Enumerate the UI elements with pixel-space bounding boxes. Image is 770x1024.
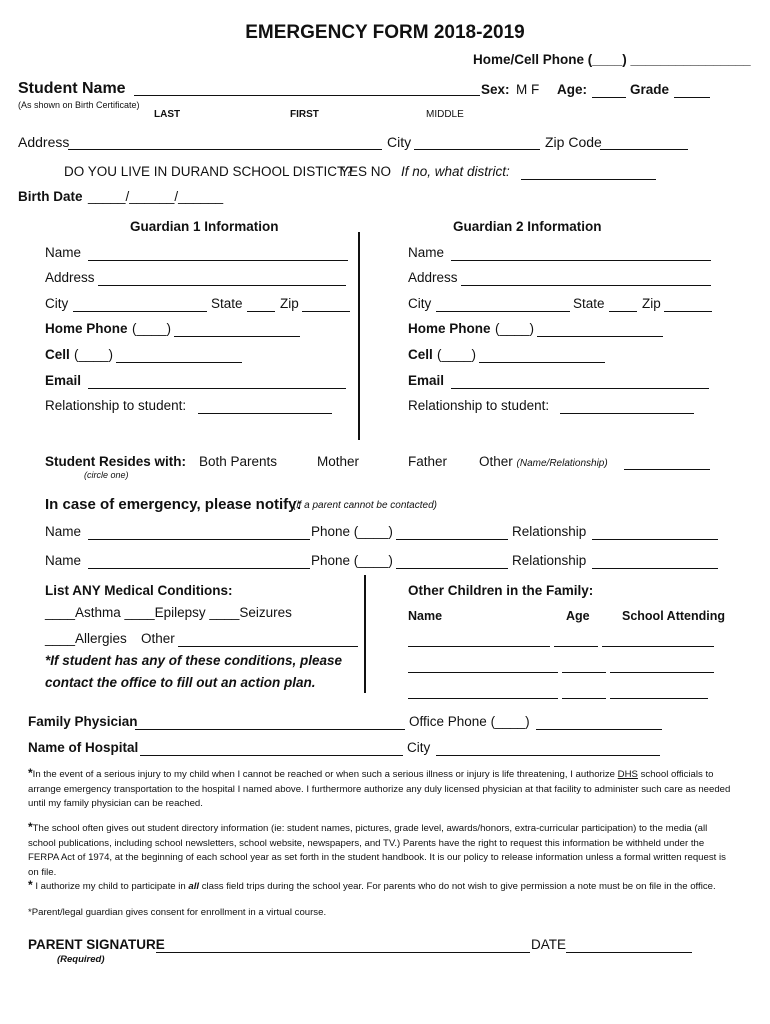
emergency1-name-label: Name [45,524,82,539]
hospital-city-line[interactable] [436,742,660,756]
medical-heading: List ANY Medical Conditions: [45,583,233,598]
child1-name-line[interactable] [408,633,550,647]
guardian2-name-label: Name [408,245,445,260]
guardian2-zip-label: Zip [642,296,661,311]
guardian1-cell-paren: (____) [74,347,114,362]
student-name-label: Student Name [18,80,126,97]
sex-options[interactable]: M F [516,82,540,97]
office-phone-label: Office Phone (____) [409,714,530,729]
children-col-name: Name [408,609,443,623]
guardian1-home-phone-paren: (____) [132,321,172,336]
children-col-age: Age [566,609,590,623]
signature-label: PARENT SIGNATURE [28,937,165,952]
emergency2-phone-line[interactable] [396,555,508,569]
medical-note-line1: *If student has any of these conditions, please [45,653,343,668]
guardian2-heading: Guardian 2 Information [453,219,602,234]
guardian2-zip-line[interactable] [664,298,712,312]
resides-other-line[interactable] [624,456,710,470]
emergency1-relationship-line[interactable] [592,526,718,540]
medical-other-label: Other [141,631,175,646]
emergency1-phone-line[interactable] [396,526,508,540]
guardian2-state-label: State [573,296,605,311]
birth-date-field[interactable]: _____/______/______ [88,189,224,204]
emergency2-relationship-line[interactable] [592,555,718,569]
page-title: EMERGENCY FORM 2018-2019 [245,22,525,43]
first-label: FIRST [290,109,319,120]
child3-name-line[interactable] [408,685,558,699]
resides-other[interactable]: Other (Name/Relationship) [479,454,608,469]
signature-line[interactable] [156,939,530,953]
guardian-divider [358,232,360,440]
guardian2-cell-label: Cell [408,347,433,362]
hospital-line[interactable] [140,742,403,756]
children-col-school: School Attending [622,609,725,623]
middle-label: MIDDLE [426,109,464,120]
guardian2-city-line[interactable] [436,298,570,312]
birth-certificate-note: (As shown on Birth Certificate) [18,100,140,110]
date-line[interactable] [566,939,692,953]
resides-both-parents[interactable]: Both Parents [199,454,278,469]
signature-required-note: (Required) [57,954,105,965]
consent-injury-paragraph: *In the event of a serious injury to my child when I cannot be reached or when such a serious illness or injury is life threatening, I authorize DHS school officials to arrange emergency transportation to the hospital I named above. I furthermore authorize any duly licensed physician at that facility to administer such care as needed until my family physician can be reached. [28,766,731,809]
guardian1-state-line[interactable] [247,298,275,312]
guardian1-email-label: Email [45,373,82,388]
guardian1-zip-line[interactable] [302,298,350,312]
city-label: City [387,134,412,150]
guardian2-address-line[interactable] [461,272,711,286]
guardian1-name-label: Name [45,245,82,260]
guardian2-home-phone-label: Home Phone [408,321,491,336]
student-name-line[interactable] [134,82,480,96]
guardian2-home-phone-paren: (____) [495,321,535,336]
guardian1-city-line[interactable] [73,298,207,312]
guardian1-address-label: Address [45,270,95,285]
hospital-city-label: City [407,740,431,755]
resides-father[interactable]: Father [408,454,448,469]
emergency-heading: In case of emergency, please notify: [45,496,302,513]
guardian1-email-line[interactable] [88,375,346,389]
guardian1-home-phone-line[interactable] [174,323,300,337]
guardian2-home-phone-line[interactable] [537,323,663,337]
guardian1-heading: Guardian 1 Information [130,219,279,234]
emergency1-name-line[interactable] [88,526,310,540]
child3-age-line[interactable] [562,685,606,699]
district-line[interactable] [521,166,656,180]
guardian2-state-line[interactable] [609,298,637,312]
child1-age-line[interactable] [554,633,598,647]
medical-allergies[interactable]: ____Allergies [45,631,127,646]
guardian2-email-label: Email [408,373,445,388]
birth-date-label: Birth Date [18,189,83,204]
grade-line[interactable] [674,84,710,98]
emergency2-phone-label: Phone (____) [311,553,393,568]
district-options[interactable]: YES NO [340,164,392,179]
consent-virtual-course-paragraph: *Parent/legal guardian gives consent for enrollment in a virtual course. [28,907,327,918]
child3-school-line[interactable] [610,685,708,699]
address-line[interactable] [68,136,382,150]
consent-field-trip-paragraph: * I authorize my child to participate in all class field trips during the school year. For parents who do not wish to give permission a note must be on file in the office. [28,878,716,892]
guardian1-zip-label: Zip [280,296,299,311]
zip-code-label: Zip Code [545,134,602,150]
home-cell-phone-field[interactable]: Home/Cell Phone (____) ________________ [473,52,751,67]
zip-code-line[interactable] [600,136,688,150]
guardian2-relationship-label: Relationship to student: [408,398,550,413]
child2-name-line[interactable] [408,659,558,673]
guardian1-name-line[interactable] [88,247,348,261]
age-line[interactable] [592,84,626,98]
resides-mother[interactable]: Mother [317,454,360,469]
district-question: DO YOU LIVE IN DURAND SCHOOL DISTICT? [64,164,353,179]
medical-note-line2: contact the office to fill out an action plan. [45,675,316,690]
hospital-label: Name of Hospital [28,740,139,755]
guardian1-cell-label: Cell [45,347,70,362]
guardian1-relationship-line[interactable] [198,400,332,414]
medical-other-line[interactable] [178,633,358,647]
guardian1-relationship-label: Relationship to student: [45,398,187,413]
child2-age-line[interactable] [562,659,606,673]
guardian1-home-phone-label: Home Phone [45,321,128,336]
emergency2-name-label: Name [45,553,82,568]
emergency2-relationship-label: Relationship [512,553,587,568]
guardian2-address-label: Address [408,270,458,285]
guardian2-email-line[interactable] [451,375,709,389]
grade-label: Grade [630,82,670,97]
guardian2-cell-paren: (____) [437,347,477,362]
physician-line[interactable] [135,716,405,730]
child2-school-line[interactable] [610,659,714,673]
sex-label: Sex: [481,82,510,97]
medical-conditions-row[interactable]: ____Asthma ____Epilepsy ____Seizures [45,605,292,620]
medical-divider [364,575,366,693]
city-line[interactable] [414,136,540,150]
emergency1-phone-label: Phone (____) [311,524,393,539]
guardian1-city-label: City [45,296,69,311]
circle-one-note: (circle one) [84,470,129,480]
emergency1-relationship-label: Relationship [512,524,587,539]
if-no-district-label: If no, what district: [401,164,510,179]
consent-directory-paragraph: *The school often gives out student directory information (ie: student names, pictures, grade level, awards/honors, extra-curricular participation) to the media (all school publications, including school newsletters, school website, newspapers, and TV.) Parents have the right to request this information be withheld under the FERPA Act of 1974, at the beginning of each school year as set forth in the student handbook. It is our policy to release information unless a formal written request is on file. [28,820,726,878]
guardian1-cell-line[interactable] [116,349,242,363]
physician-label: Family Physician [28,714,138,729]
resides-with-label: Student Resides with: [45,454,187,469]
guardian2-name-line[interactable] [451,247,711,261]
guardian2-cell-line[interactable] [479,349,605,363]
emergency2-name-line[interactable] [88,555,310,569]
child1-school-line[interactable] [602,633,714,647]
guardian1-state-label: State [211,296,243,311]
address-label: Address [18,134,70,150]
last-label: LAST [154,109,181,120]
date-label: DATE [531,937,567,952]
guardian2-city-label: City [408,296,432,311]
age-label: Age: [557,82,588,97]
guardian2-relationship-line[interactable] [560,400,694,414]
children-heading: Other Children in the Family: [408,583,594,598]
guardian1-address-line[interactable] [98,272,346,286]
office-phone-line[interactable] [536,716,662,730]
emergency-note: (if a parent cannot be contacted) [293,500,437,511]
